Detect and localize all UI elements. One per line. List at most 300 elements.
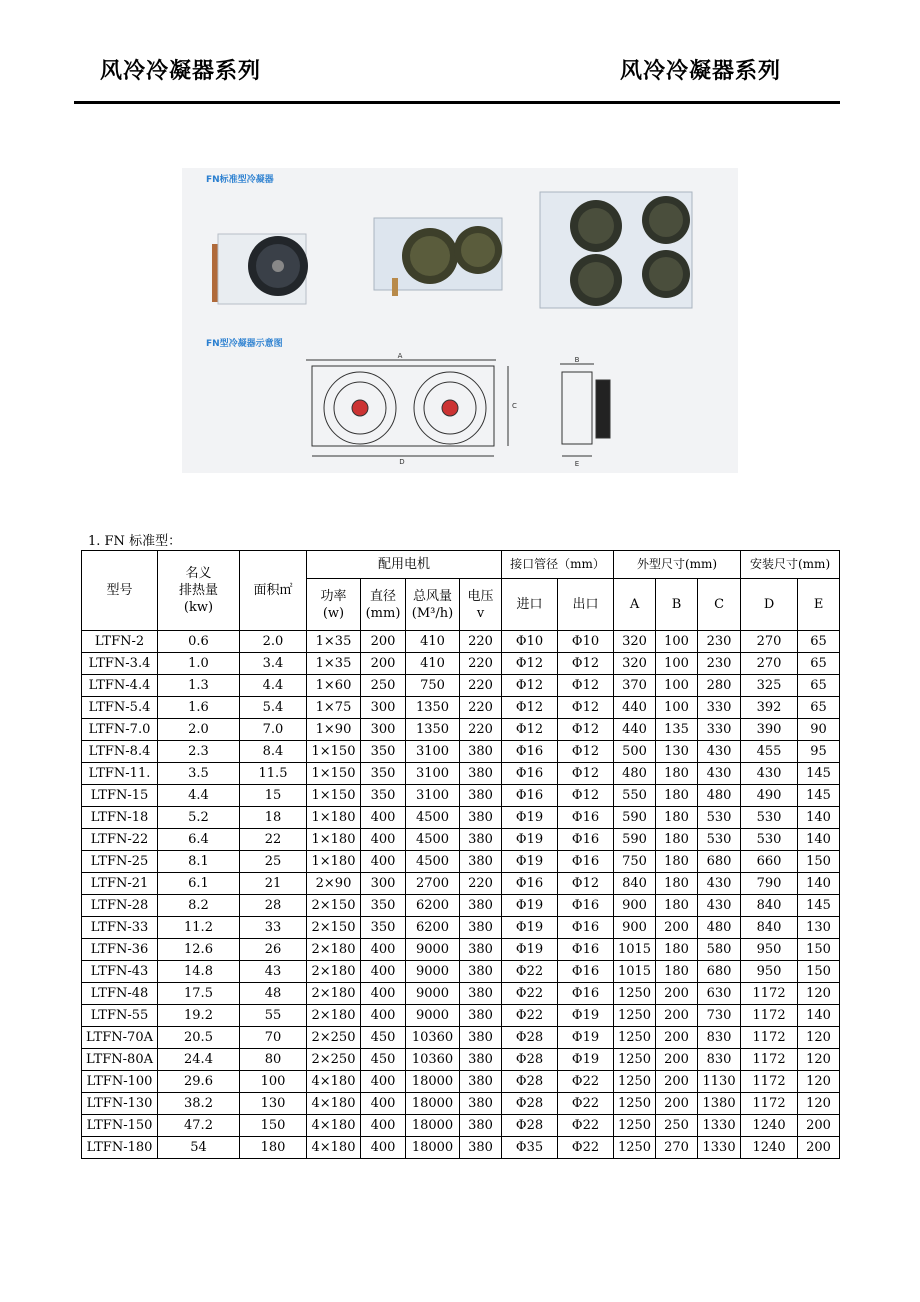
cell-dia: 350 [361, 763, 406, 785]
cell-pipe-out: Φ19 [558, 1027, 614, 1049]
header-motor-dia [361, 579, 406, 631]
cell-dia: 300 [361, 873, 406, 895]
cell-install-e: 140 [798, 1005, 840, 1027]
cell-pipe-out: Φ12 [558, 741, 614, 763]
cell-area: 28 [240, 895, 307, 917]
cell-dia: 400 [361, 1005, 406, 1027]
cell-heat: 4.4 [158, 785, 240, 807]
cell-model: LTFN-25 [82, 851, 158, 873]
cell-install-e: 140 [798, 873, 840, 895]
cell-area: 55 [240, 1005, 307, 1027]
cell-dia: 250 [361, 675, 406, 697]
cell-dia: 400 [361, 851, 406, 873]
cell-heat: 5.2 [158, 807, 240, 829]
cell-heat: 17.5 [158, 983, 240, 1005]
cell-heat: 29.6 [158, 1071, 240, 1093]
cell-heat: 0.6 [158, 631, 240, 653]
cell-volt: 380 [460, 829, 502, 851]
header-pipe-group: 接口管径（mm） [502, 551, 614, 579]
cell-air: 6200 [406, 917, 460, 939]
cell-volt: 380 [460, 1049, 502, 1071]
cell-size-c: 480 [698, 785, 741, 807]
table-row [82, 807, 840, 829]
cell-install-d: 790 [741, 873, 798, 895]
cell-model: LTFN-5.4 [82, 697, 158, 719]
cell-size-a: 1250 [614, 1071, 656, 1093]
table-row [82, 983, 840, 1005]
cell-install-e: 65 [798, 631, 840, 653]
cell-pipe-in: Φ16 [502, 785, 558, 807]
cell-install-d: 455 [741, 741, 798, 763]
side-view-schematic [560, 364, 610, 456]
table-row [82, 1071, 840, 1093]
cell-size-a: 750 [614, 851, 656, 873]
cell-install-d: 840 [741, 895, 798, 917]
table-row [82, 675, 840, 697]
cell-install-d: 1172 [741, 1071, 798, 1093]
cell-size-b: 180 [656, 807, 698, 829]
cell-area: 22 [240, 829, 307, 851]
table-row [82, 631, 840, 653]
cell-size-a: 1250 [614, 1115, 656, 1137]
cell-dia: 300 [361, 697, 406, 719]
cell-pipe-out: Φ22 [558, 1115, 614, 1137]
cell-size-a: 1250 [614, 1137, 656, 1159]
cell-pipe-in: Φ28 [502, 1093, 558, 1115]
cell-volt: 380 [460, 983, 502, 1005]
cell-volt: 220 [460, 697, 502, 719]
cell-area: 150 [240, 1115, 307, 1137]
header-install-group: 安装尺寸(mm) [741, 551, 840, 579]
cell-area: 43 [240, 961, 307, 983]
header-model: 型号 [82, 551, 158, 631]
cell-pipe-out: Φ22 [558, 1071, 614, 1093]
cell-dia: 400 [361, 807, 406, 829]
caption-schematic: FN型冷凝器示意图 [206, 339, 283, 349]
cell-heat: 54 [158, 1137, 240, 1159]
cell-dia: 400 [361, 939, 406, 961]
header-title-left: 风冷冷凝器系列 [100, 59, 262, 84]
caption-standard-condenser: FN标准型冷凝器 [206, 175, 274, 185]
cell-heat: 14.8 [158, 961, 240, 983]
header-size-group: 外型尺寸(mm) [614, 551, 741, 579]
cell-size-c: 280 [698, 675, 741, 697]
header-heat-line3: (kw) [183, 600, 214, 615]
cell-area: 4.4 [240, 675, 307, 697]
cell-model: LTFN-180 [82, 1137, 158, 1159]
dim-label-c: C [512, 402, 517, 410]
cell-install-d: 392 [741, 697, 798, 719]
cell-model: LTFN-15 [82, 785, 158, 807]
cell-install-d: 270 [741, 631, 798, 653]
cell-size-c: 430 [698, 873, 741, 895]
cell-size-c: 430 [698, 763, 741, 785]
cell-dia: 400 [361, 829, 406, 851]
header-motor-volt [460, 579, 502, 631]
cell-size-a: 900 [614, 917, 656, 939]
cell-install-e: 120 [798, 1071, 840, 1093]
cell-size-b: 100 [656, 697, 698, 719]
product-photo [182, 168, 738, 473]
cell-size-c: 530 [698, 807, 741, 829]
dim-label-e: E [574, 460, 580, 468]
cell-size-b: 200 [656, 1049, 698, 1071]
cell-power: 2×250 [307, 1027, 361, 1049]
cell-size-c: 330 [698, 697, 741, 719]
spec-table-body [82, 631, 840, 1159]
cell-install-e: 140 [798, 807, 840, 829]
cell-area: 3.4 [240, 653, 307, 675]
cell-pipe-out: Φ22 [558, 1093, 614, 1115]
cell-pipe-out: Φ12 [558, 763, 614, 785]
cell-pipe-out: Φ12 [558, 697, 614, 719]
cell-install-e: 145 [798, 785, 840, 807]
header-motor-dia-line2: (mm) [365, 605, 401, 621]
table-row [82, 653, 840, 675]
cell-pipe-in: Φ28 [502, 1071, 558, 1093]
table-row [82, 851, 840, 873]
cell-pipe-out: Φ19 [558, 1005, 614, 1027]
cell-pipe-in: Φ35 [502, 1137, 558, 1159]
cell-dia: 400 [361, 1115, 406, 1137]
cell-size-c: 630 [698, 983, 741, 1005]
header-motor-volt-line2: v [476, 605, 485, 621]
cell-area: 100 [240, 1071, 307, 1093]
cell-model: LTFN-55 [82, 1005, 158, 1027]
cell-model: LTFN-80A [82, 1049, 158, 1071]
table-row [82, 763, 840, 785]
cell-air: 750 [406, 675, 460, 697]
cell-install-e: 200 [798, 1115, 840, 1137]
cell-volt: 380 [460, 807, 502, 829]
cell-volt: 380 [460, 961, 502, 983]
cell-pipe-in: Φ19 [502, 939, 558, 961]
cell-pipe-in: Φ28 [502, 1049, 558, 1071]
cell-pipe-out: Φ10 [558, 631, 614, 653]
cell-model: LTFN-48 [82, 983, 158, 1005]
spec-table [81, 550, 840, 1159]
cell-power: 2×180 [307, 961, 361, 983]
cell-size-a: 590 [614, 807, 656, 829]
cell-install-d: 1240 [741, 1115, 798, 1137]
cell-model: LTFN-100 [82, 1071, 158, 1093]
cell-air: 4500 [406, 807, 460, 829]
cell-size-a: 320 [614, 631, 656, 653]
cell-area: 33 [240, 917, 307, 939]
cell-model: LTFN-4.4 [82, 675, 158, 697]
cell-volt: 380 [460, 1071, 502, 1093]
cell-volt: 380 [460, 1137, 502, 1159]
header-size-a: A [614, 579, 656, 631]
cell-size-c: 680 [698, 961, 741, 983]
cell-power: 2×250 [307, 1049, 361, 1071]
cell-volt: 380 [460, 851, 502, 873]
double-fan-condenser [374, 218, 502, 296]
cell-dia: 450 [361, 1027, 406, 1049]
quad-fan-condenser [540, 192, 692, 308]
cell-pipe-in: Φ16 [502, 873, 558, 895]
cell-pipe-in: Φ19 [502, 895, 558, 917]
header-motor-air-line2: (M³/h) [411, 605, 454, 621]
cell-size-c: 830 [698, 1049, 741, 1071]
cell-pipe-in: Φ12 [502, 719, 558, 741]
table-row [82, 785, 840, 807]
cell-heat: 24.4 [158, 1049, 240, 1071]
cell-air: 18000 [406, 1071, 460, 1093]
cell-size-b: 180 [656, 851, 698, 873]
cell-power: 2×150 [307, 895, 361, 917]
cell-pipe-out: Φ16 [558, 939, 614, 961]
cell-size-b: 180 [656, 873, 698, 895]
cell-heat: 11.2 [158, 917, 240, 939]
cell-dia: 350 [361, 785, 406, 807]
cell-pipe-out: Φ12 [558, 719, 614, 741]
cell-area: 8.4 [240, 741, 307, 763]
cell-area: 80 [240, 1049, 307, 1071]
cell-size-c: 230 [698, 631, 741, 653]
cell-pipe-out: Φ16 [558, 851, 614, 873]
dim-label-b: B [574, 356, 580, 364]
header-title-right: 风冷冷凝器系列 [620, 59, 782, 84]
cell-install-e: 145 [798, 763, 840, 785]
cell-size-b: 135 [656, 719, 698, 741]
header-heat-line1: 名义 [185, 566, 212, 581]
table-row [82, 719, 840, 741]
table-row [82, 1093, 840, 1115]
table-row [82, 961, 840, 983]
header-motor-power-line1: 功率 [320, 588, 347, 604]
cell-size-c: 480 [698, 917, 741, 939]
cell-install-e: 120 [798, 1093, 840, 1115]
cell-heat: 6.4 [158, 829, 240, 851]
cell-model: LTFN-7.0 [82, 719, 158, 741]
cell-volt: 220 [460, 631, 502, 653]
cell-area: 18 [240, 807, 307, 829]
header-motor-power-line2: (w) [322, 605, 345, 621]
cell-area: 26 [240, 939, 307, 961]
cell-size-b: 180 [656, 939, 698, 961]
cell-pipe-out: Φ12 [558, 873, 614, 895]
cell-heat: 38.2 [158, 1093, 240, 1115]
cell-size-a: 1015 [614, 961, 656, 983]
table-row [82, 697, 840, 719]
cell-volt: 220 [460, 653, 502, 675]
cell-area: 11.5 [240, 763, 307, 785]
header-motor-dia-line1: 直径 [369, 588, 396, 604]
cell-power: 1×60 [307, 675, 361, 697]
cell-volt: 380 [460, 917, 502, 939]
cell-size-a: 1250 [614, 1093, 656, 1115]
cell-size-a: 320 [614, 653, 656, 675]
header-pipe-in: 进口 [502, 579, 558, 631]
cell-size-c: 330 [698, 719, 741, 741]
cell-install-d: 1172 [741, 1049, 798, 1071]
cell-power: 1×180 [307, 829, 361, 851]
cell-install-d: 660 [741, 851, 798, 873]
cell-pipe-in: Φ12 [502, 697, 558, 719]
cell-size-a: 1250 [614, 1005, 656, 1027]
cell-area: 7.0 [240, 719, 307, 741]
cell-heat: 1.0 [158, 653, 240, 675]
cell-model: LTFN-11. [82, 763, 158, 785]
header-heat-line2: 排热量 [178, 583, 218, 598]
cell-pipe-out: Φ19 [558, 1049, 614, 1071]
cell-install-e: 150 [798, 939, 840, 961]
header-motor-power [307, 579, 361, 631]
cell-air: 410 [406, 653, 460, 675]
table-row [82, 895, 840, 917]
cell-install-d: 430 [741, 763, 798, 785]
table-row [82, 829, 840, 851]
cell-size-b: 180 [656, 763, 698, 785]
cell-dia: 350 [361, 741, 406, 763]
cell-install-d: 1172 [741, 983, 798, 1005]
cell-install-e: 150 [798, 961, 840, 983]
cell-install-d: 325 [741, 675, 798, 697]
cell-install-d: 530 [741, 829, 798, 851]
cell-heat: 2.3 [158, 741, 240, 763]
cell-volt: 220 [460, 719, 502, 741]
cell-size-b: 200 [656, 917, 698, 939]
header-install-d: D [741, 579, 798, 631]
table-row [82, 917, 840, 939]
table-row [82, 1005, 840, 1027]
cell-dia: 300 [361, 719, 406, 741]
cell-air: 1350 [406, 697, 460, 719]
cell-size-b: 270 [656, 1137, 698, 1159]
cell-volt: 380 [460, 1005, 502, 1027]
cell-dia: 350 [361, 917, 406, 939]
cell-size-a: 440 [614, 719, 656, 741]
cell-size-a: 1250 [614, 983, 656, 1005]
cell-model: LTFN-28 [82, 895, 158, 917]
cell-area: 2.0 [240, 631, 307, 653]
header-heat [158, 551, 240, 631]
cell-air: 10360 [406, 1049, 460, 1071]
cell-pipe-in: Φ19 [502, 917, 558, 939]
cell-size-a: 500 [614, 741, 656, 763]
cell-air: 9000 [406, 1005, 460, 1027]
cell-area: 15 [240, 785, 307, 807]
cell-pipe-out: Φ16 [558, 829, 614, 851]
cell-volt: 380 [460, 895, 502, 917]
table-row [82, 1049, 840, 1071]
cell-size-b: 200 [656, 1071, 698, 1093]
table-row [82, 1115, 840, 1137]
cell-pipe-in: Φ16 [502, 741, 558, 763]
cell-pipe-in: Φ19 [502, 807, 558, 829]
cell-air: 1350 [406, 719, 460, 741]
cell-install-d: 1172 [741, 1093, 798, 1115]
header-motor-group: 配用电机 [307, 551, 502, 579]
cell-power: 2×180 [307, 1005, 361, 1027]
cell-model: LTFN-21 [82, 873, 158, 895]
cell-install-d: 270 [741, 653, 798, 675]
cell-area: 21 [240, 873, 307, 895]
header-motor-air-line1: 总风量 [412, 588, 452, 604]
cell-heat: 6.1 [158, 873, 240, 895]
cell-heat: 3.5 [158, 763, 240, 785]
table-row [82, 939, 840, 961]
cell-install-e: 120 [798, 1049, 840, 1071]
cell-model: LTFN-130 [82, 1093, 158, 1115]
cell-size-b: 130 [656, 741, 698, 763]
single-fan-condenser [212, 234, 308, 304]
cell-heat: 8.1 [158, 851, 240, 873]
cell-air: 9000 [406, 983, 460, 1005]
cell-model: LTFN-43 [82, 961, 158, 983]
cell-power: 1×150 [307, 763, 361, 785]
cell-size-c: 1130 [698, 1071, 741, 1093]
cell-dia: 200 [361, 653, 406, 675]
cell-air: 4500 [406, 851, 460, 873]
cell-air: 6200 [406, 895, 460, 917]
cell-size-a: 1015 [614, 939, 656, 961]
cell-pipe-in: Φ22 [502, 983, 558, 1005]
cell-air: 10360 [406, 1027, 460, 1049]
cell-area: 25 [240, 851, 307, 873]
cell-install-e: 200 [798, 1137, 840, 1159]
cell-heat: 2.0 [158, 719, 240, 741]
cell-install-e: 150 [798, 851, 840, 873]
cell-pipe-out: Φ16 [558, 807, 614, 829]
cell-pipe-out: Φ16 [558, 895, 614, 917]
cell-heat: 47.2 [158, 1115, 240, 1137]
header-motor-air [406, 579, 460, 631]
cell-install-d: 1172 [741, 1027, 798, 1049]
cell-heat: 19.2 [158, 1005, 240, 1027]
cell-volt: 380 [460, 741, 502, 763]
cell-air: 9000 [406, 939, 460, 961]
cell-size-a: 900 [614, 895, 656, 917]
cell-install-d: 950 [741, 939, 798, 961]
cell-power: 2×180 [307, 983, 361, 1005]
header-area: 面积㎡ [240, 551, 307, 631]
cell-size-c: 830 [698, 1027, 741, 1049]
cell-size-a: 1250 [614, 1027, 656, 1049]
cell-install-d: 530 [741, 807, 798, 829]
cell-pipe-in: Φ19 [502, 851, 558, 873]
cell-power: 1×75 [307, 697, 361, 719]
cell-air: 3100 [406, 785, 460, 807]
cell-volt: 380 [460, 785, 502, 807]
cell-power: 1×180 [307, 851, 361, 873]
cell-air: 410 [406, 631, 460, 653]
cell-volt: 380 [460, 1115, 502, 1137]
cell-size-b: 250 [656, 1115, 698, 1137]
cell-power: 1×90 [307, 719, 361, 741]
cell-power: 2×90 [307, 873, 361, 895]
cell-dia: 400 [361, 961, 406, 983]
cell-area: 70 [240, 1027, 307, 1049]
cell-size-a: 370 [614, 675, 656, 697]
cell-install-d: 950 [741, 961, 798, 983]
cell-install-e: 120 [798, 1027, 840, 1049]
cell-install-e: 95 [798, 741, 840, 763]
cell-dia: 200 [361, 631, 406, 653]
table-row [82, 1027, 840, 1049]
cell-pipe-out: Φ16 [558, 961, 614, 983]
section-title: 1. FN 标准型： [88, 534, 182, 549]
cell-power: 4×180 [307, 1093, 361, 1115]
cell-air: 3100 [406, 741, 460, 763]
table-row [82, 1137, 840, 1159]
cell-size-a: 1250 [614, 1049, 656, 1071]
cell-model: LTFN-18 [82, 807, 158, 829]
cell-pipe-out: Φ12 [558, 675, 614, 697]
cell-volt: 220 [460, 675, 502, 697]
cell-pipe-in: Φ22 [502, 961, 558, 983]
